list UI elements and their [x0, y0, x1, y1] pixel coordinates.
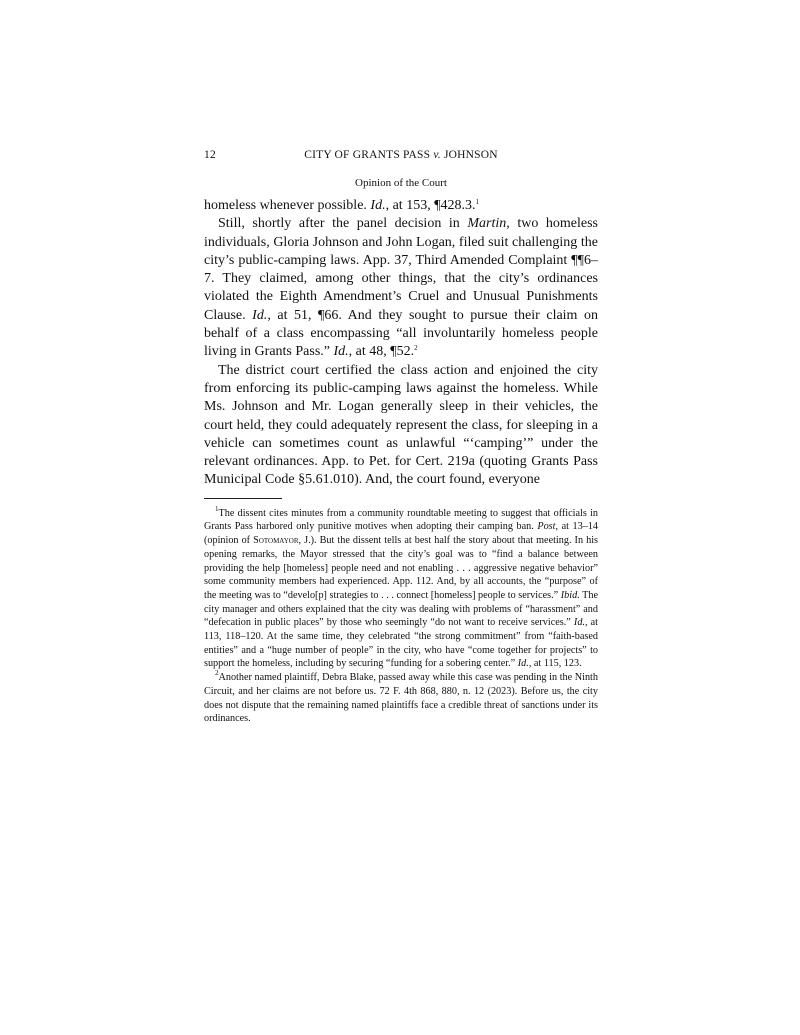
- citation-id: Id.: [517, 658, 529, 670]
- text-run: , at 13–14 (opinion of: [204, 521, 598, 547]
- citation-id: Id.: [573, 617, 585, 629]
- case-title-petitioner: CITY OF GRANTS PASS: [304, 149, 431, 161]
- footnote-ref-1: 1: [475, 198, 480, 206]
- text-run: , at 153, ¶428.3.: [385, 198, 476, 213]
- text-run: Another named plaintiff, Debra Blake, passed away while this case was pending in the Ninth Circuit, and her claims are not before us. 72 F. 4th 868, 880, n. 12 (2023). Before us, the city does not dispute that the remaining named plaintiffs face a credible threat of sanctions under its ordinances.: [204, 672, 598, 725]
- text-run: , at 115, 123.: [528, 658, 582, 670]
- opinion-page: [204, 145, 598, 726]
- paragraph-3: The district court certified the class action and enjoined the city from enforcing its public-camping laws against the homeless. While Ms. Johnson and Mr. Logan generally sleep in their vehicles, the court held, they could adequately represent the class, for sleeping in a vehicle can sometimes count as unlawful “‘camping’” under the relevant ordinances. App. to Pet. for Cert. 219a (quoting Grants Pass Municipal Code §5.61.010). And, the court found, everyone: [204, 362, 598, 488]
- footnote-ref-2: 2: [414, 344, 418, 353]
- text-run: , two homeless individuals, Gloria Johnson and John Logan, filed suit challenging the city’s public-camping laws. App. 37, Third Amended Complaint ¶¶6–7. They claimed, among other things, that the city’s ordinances violated the Eighth Amendment’s Cruel and Unusual Punishments Clause.: [204, 216, 598, 323]
- opinion-body: [204, 197, 598, 490]
- text-run: , at 48, ¶52.: [348, 344, 415, 360]
- running-head: [204, 145, 598, 163]
- text-run: , at 113, 118–120. At the same time, they celebrated “the strong commitment” from “faith-based entities” and a “huge number of people” in the city, who have “come together for projects” to support the homeless, including by securing “funding for a sobering center.”: [204, 617, 598, 670]
- paragraph-1: [204, 197, 598, 215]
- citation-id: Id.: [252, 307, 268, 323]
- case-title-respondent: JOHNSON: [443, 149, 498, 161]
- page-number: 12: [204, 149, 216, 161]
- text-run: The dissent cites minutes from a community roundtable meeting to suggest that officials in Grants Pass harbored only punitive motives when adopting their camping ban.: [204, 507, 598, 533]
- footnote-divider: [204, 498, 282, 499]
- opinion-label: Opinion of the Court: [355, 177, 447, 189]
- footnote-2: [204, 671, 598, 726]
- citation-ibid: Ibid.: [560, 589, 580, 601]
- justice-name: Sotomayor: [253, 535, 299, 547]
- text-run: Still, shortly after the panel decision in: [218, 216, 468, 232]
- text-run: homeless whenever possible.: [204, 198, 371, 213]
- footnote-1: [204, 504, 599, 671]
- case-title: [204, 149, 598, 161]
- text-run: , at 51, ¶66. And they sought to pursue their claim on behalf of a class encompassing “all involuntarily homeless people living in Grants Pass.”: [204, 307, 598, 360]
- footnote-number: 2: [215, 669, 219, 678]
- footnote-number: 1: [215, 504, 219, 513]
- citation-id: Id.: [370, 198, 386, 213]
- text-run: , J.). But the dissent tells at best half the story about that meeting. In his opening remarks, the Mayor stressed that the city’s goal was to “find a balance between providing the help [homeless] people need and not enabling . . . aggressive negative behavior” some community members had experienced. App. 112. And, by all accounts, the “purpose” of the meeting was to “develo[p] strategies to . . . connect [homeless] people to services.”: [204, 535, 599, 601]
- footnotes: [204, 504, 599, 726]
- citation-post: Post: [537, 521, 556, 533]
- citation-id: Id.: [333, 344, 349, 360]
- text-run: The city manager and others explained that the city was dealing with problems of “harassment” and “defecation in public places” by those who seemingly “do not want to receive services.”: [204, 589, 598, 629]
- case-title-versus: v.: [433, 149, 441, 161]
- case-name-martin: Martin: [467, 216, 507, 232]
- paragraph-2: [204, 215, 598, 361]
